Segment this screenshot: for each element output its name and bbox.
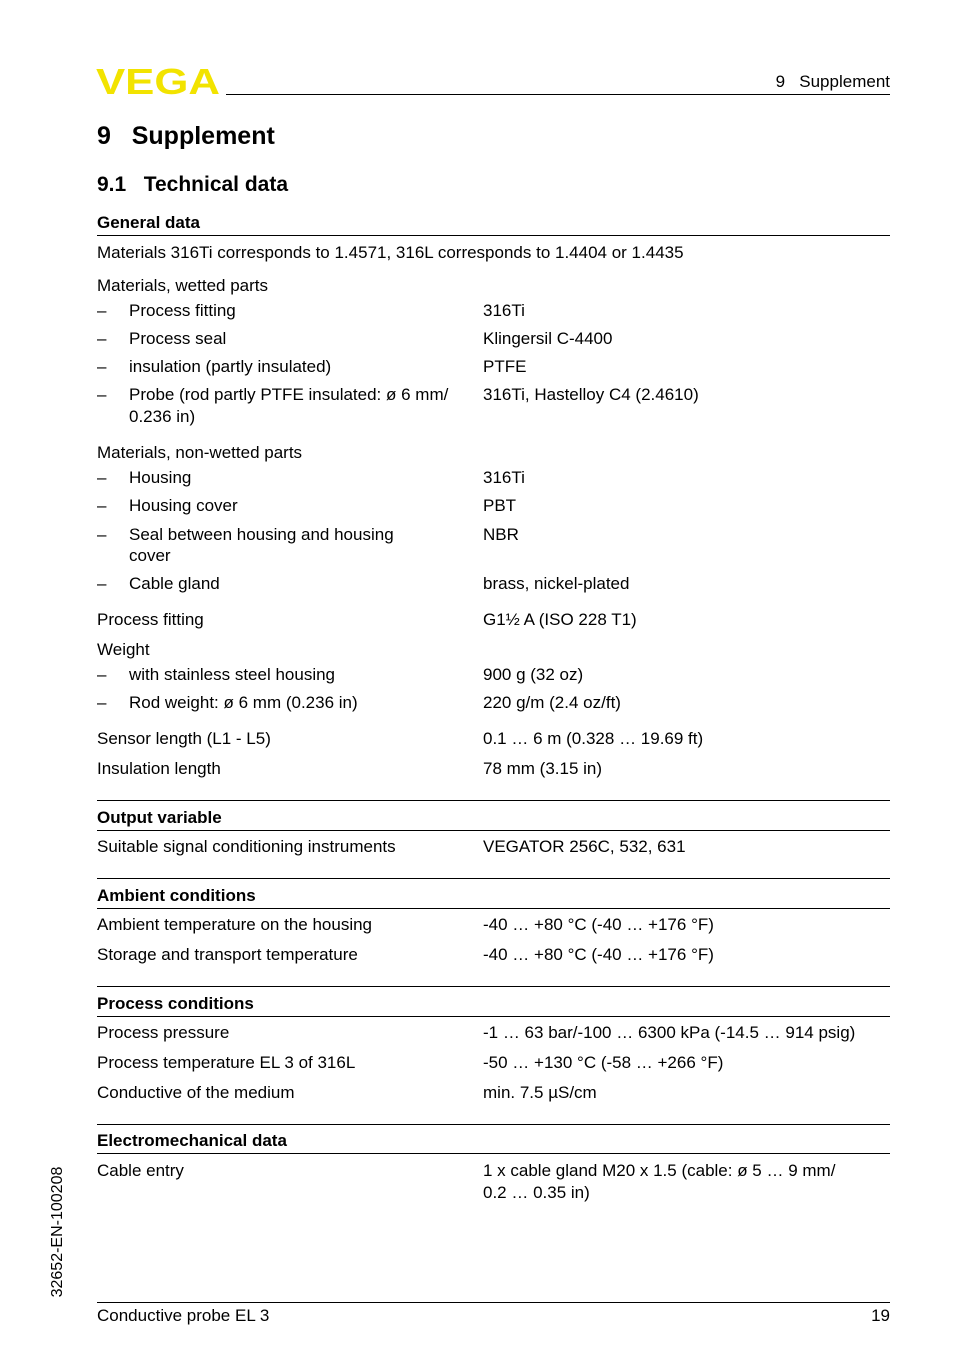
list-dash: –	[97, 385, 107, 404]
spec-label: Ambient temperature on the housing	[97, 915, 373, 934]
vega-logo	[96, 66, 220, 96]
header-section-title: 9 Supplement	[775, 72, 890, 91]
spec-value: -40 … +80 °C (-40 … +176 °F)	[483, 945, 714, 964]
chapter-heading: 9 Supplement	[97, 122, 275, 150]
document-code	[40, 1158, 76, 1306]
section-rule	[97, 986, 890, 987]
spec-value: -1 … 63 bar/-100 … 6300 kPa (-14.5 … 914 psig)	[483, 1023, 856, 1042]
spec-label-continued: 0.236 in)	[129, 407, 196, 426]
nonwetted-parts-label: Materials, non-wetted parts	[97, 443, 303, 462]
list-dash: –	[97, 574, 107, 593]
spec-label: Process seal	[129, 329, 227, 348]
footer-rule	[97, 1302, 890, 1303]
spec-value: VEGATOR 256C, 532, 631	[483, 837, 686, 856]
process-conditions-title: Process conditions	[97, 994, 254, 1013]
spec-label: Housing	[129, 468, 192, 487]
spec-label: Process fitting	[97, 610, 204, 629]
spec-value: 316Ti, Hastelloy C4 (2.4610)	[483, 385, 699, 404]
list-dash: –	[97, 468, 107, 487]
section-rule	[97, 908, 890, 909]
spec-value: 900 g (32 oz)	[483, 665, 584, 684]
section-rule	[97, 878, 890, 879]
svg-text:VEGA: VEGA	[96, 66, 220, 96]
spec-label: Cable entry	[97, 1161, 184, 1180]
section-rule	[97, 830, 890, 831]
general-data-title: General data	[97, 213, 200, 232]
spec-value: Klingersil C-4400	[483, 329, 613, 348]
spec-value: G1½ A (ISO 228 T1)	[483, 610, 637, 629]
page-number: 19	[871, 1306, 890, 1325]
spec-label: Process temperature EL 3 of 316L	[97, 1053, 356, 1072]
spec-label: Housing cover	[129, 496, 238, 515]
list-dash: –	[97, 525, 107, 544]
list-dash: –	[97, 329, 107, 348]
spec-label: Seal between housing and housing	[129, 525, 394, 544]
output-variable-title: Output variable	[97, 808, 222, 827]
spec-label: Process fitting	[129, 301, 236, 320]
spec-label: Sensor length (L1 - L5)	[97, 729, 271, 748]
spec-label: Conductive of the medium	[97, 1083, 295, 1102]
spec-label: Suitable signal conditioning instruments	[97, 837, 396, 856]
spec-value: PBT	[483, 496, 517, 515]
spec-value: NBR	[483, 525, 519, 544]
header-rule	[226, 94, 890, 95]
wetted-parts-label: Materials, wetted parts	[97, 276, 269, 295]
spec-label-continued: cover	[129, 546, 171, 565]
spec-value: PTFE	[483, 357, 527, 376]
spec-value: 316Ti	[483, 468, 525, 487]
spec-label: Cable gland	[129, 574, 220, 593]
spec-label: Insulation length	[97, 759, 221, 778]
section-rule	[97, 1124, 890, 1125]
spec-label: Rod weight: ø 6 mm (0.236 in)	[129, 693, 358, 712]
spec-label: insulation (partly insulated)	[129, 357, 332, 376]
spec-value: 78 mm (3.15 in)	[483, 759, 603, 778]
spec-value: -50 … +130 °C (-58 … +266 °F)	[483, 1053, 724, 1072]
spec-label: with stainless steel housing	[129, 665, 336, 684]
ambient-conditions-title: Ambient conditions	[97, 886, 256, 905]
list-dash: –	[97, 496, 107, 515]
spec-label: Process pressure	[97, 1023, 230, 1042]
spec-value: 220 g/m (2.4 oz/ft)	[483, 693, 621, 712]
spec-value: -40 … +80 °C (-40 … +176 °F)	[483, 915, 714, 934]
list-dash: –	[97, 357, 107, 376]
spec-value: 1 x cable gland M20 x 1.5 (cable: ø 5 … 9 mm/	[483, 1161, 836, 1180]
spec-value: 316Ti	[483, 301, 525, 320]
list-dash: –	[97, 301, 107, 320]
list-dash: –	[97, 665, 107, 684]
document-code-text: 32652-EN-100208	[49, 1166, 66, 1298]
spec-label: Storage and transport temperature	[97, 945, 358, 964]
weight-label: Weight	[97, 640, 150, 659]
materials-note: Materials 316Ti corresponds to 1.4571, 316L corresponds to 1.4404 or 1.4435	[97, 243, 684, 262]
list-dash: –	[97, 693, 107, 712]
electromechanical-data-title: Electromechanical data	[97, 1131, 287, 1150]
section-rule	[97, 1016, 890, 1017]
section-rule	[97, 235, 890, 236]
spec-value: brass, nickel-plated	[483, 574, 630, 593]
section-heading: 9.1 Technical data	[97, 173, 289, 196]
section-rule	[97, 800, 890, 801]
spec-value: 0.1 … 6 m (0.328 … 19.69 ft)	[483, 729, 704, 748]
spec-value: min. 7.5 µS/cm	[483, 1083, 597, 1102]
spec-label: Probe (rod partly PTFE insulated: ø 6 mm/	[129, 385, 449, 404]
spec-value-continued: 0.2 … 0.35 in)	[483, 1183, 590, 1202]
section-rule	[97, 1153, 890, 1154]
footer-product-name: Conductive probe EL 3	[97, 1306, 270, 1325]
